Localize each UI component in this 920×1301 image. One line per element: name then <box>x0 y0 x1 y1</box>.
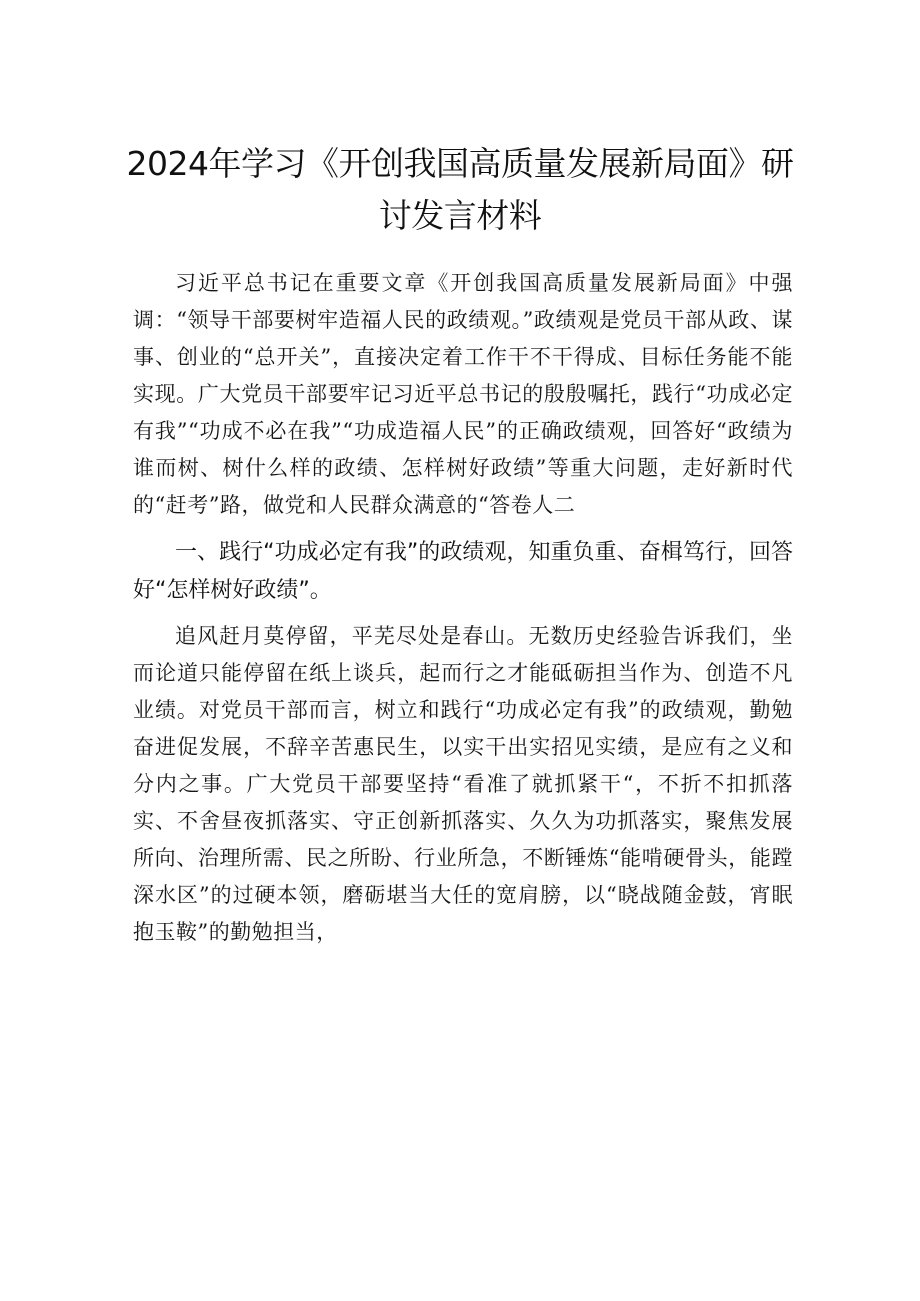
document-title: 2024年学习《开创我国高质量发展新局面》研讨发言材料 <box>126 144 794 235</box>
intro-paragraph: 习近平总书记在重要文章《开创我国高质量发展新局面》中强调：“领导干部要树牢造福人民的政绩观。”政绩观是党员干部从政、谋事、创业的“总开关”，直接决定着工作干不干得成、目标任务能不能实现。广大党员干部要牢记习近平总书记的殷殷嘱托，践行“功成必定有我”“功成不必在我”“功成造福人民”的正确政绩观，回答好“政绩为谁而树、树什么样的政绩、怎样树好政绩”等重大问题，走好新时代的“赶考”路，做党和人民群众满意的“答卷人二 <box>133 271 793 517</box>
section-paragraph: 追风赶月莫停留，平芜尽处是春山。无数历史经验告诉我们，坐而论道只能停留在纸上谈兵，起而行之才能砥砺担当作为、创造不凡业绩。对党员干部而言，树立和践行“功成必定有我”的政绩观，勤勉奋进促发展，不辞辛苦惠民生，以实干出实招见实绩，是应有之义和分内之事。广大党员干部要坚持“看准了就抓紧干“，不折不扣抓落实、不舍昼夜抓落实、守正创新抓落实、久久为功抓落实，聚焦发展所向、治理所需、民之所盼、行业所急，不断锤炼“能啃硬骨头，能蹚深水区”的过硬本领，磨砺堪当大任的宽肩膀，以“晓战随金鼓，宵眠抱玉鞍”的勤勉担当， <box>133 624 793 944</box>
document-body <box>133 265 793 951</box>
section-heading: 一、践行“功成必定有我”的政绩观，知重负重、奋楫笃行，回答好“怎样树好政绩”。 <box>133 540 793 603</box>
